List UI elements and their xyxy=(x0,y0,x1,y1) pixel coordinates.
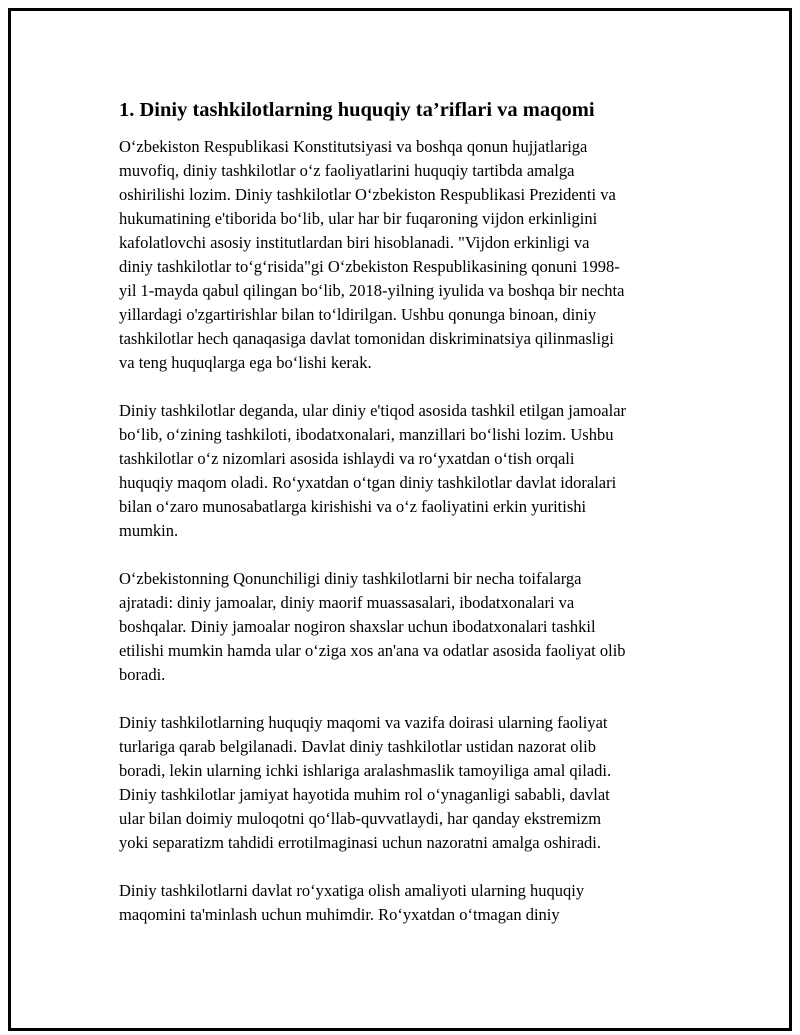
text-line: yil 1-mayda qabul qilingan bo‘lib, 2018-yilning iyulida va boshqa bir nechta xyxy=(119,281,625,300)
text-line: kafolatlovchi asosiy institutlardan biri hisoblanadi. "Vijdon erkinligi va xyxy=(119,233,590,252)
paragraph-3 xyxy=(119,567,703,687)
text-line: turlariga qarab belgilanadi. Davlat diniy tashkilotlar ustidan nazorat olib xyxy=(119,737,596,756)
text-line: ular bilan doimiy muloqotni qo‘llab-quvvatlaydi, har qanday ekstremizm xyxy=(119,809,602,828)
text-line: boshqalar. Diniy jamoalar nogiron shaxslar uchun ibodatxonalari tashkil xyxy=(119,617,596,636)
text-line: va teng huquqlarga ega bo‘lishi kerak. xyxy=(119,353,372,372)
text-line: Diniy tashkilotlar jamiyat hayotida muhim rol o‘ynaganligi sababli, davlat xyxy=(119,785,610,804)
page-frame xyxy=(8,8,792,1031)
text-line: Diniy tashkilotlar deganda, ular diniy e'tiqod asosida tashkil etilgan jamoalar xyxy=(119,401,627,420)
text-line: O‘zbekistonning Qonunchiligi diniy tashkilotlarni bir necha toifalarga xyxy=(119,569,582,588)
text-line: yoki separatizm tahdidi errotilmaginasi uchun nazoratni amalga oshiradi. xyxy=(119,833,602,852)
text-line: hukumatining e'tiborida bo‘lib, ular har bir fuqaroning vijdon erkinligini xyxy=(119,209,598,228)
text-line: boradi, lekin ularning ichki ishlariga aralashmaslik tamoyiliga amal qiladi. xyxy=(119,761,612,780)
text-line: mumkin. xyxy=(119,521,179,540)
text-line: Diniy tashkilotlarning huquqiy maqomi va vazifa doirasi ularning faoliyat xyxy=(119,713,608,732)
text-line: etilishi mumkin hamda ular o‘ziga xos an'ana va odatlar asosida faoliyat olib xyxy=(119,641,626,660)
text-line: tashkilotlar hech qanaqasiga davlat tomonidan diskriminatsiya qilinmasligi xyxy=(119,329,614,348)
text-line: bo‘lib, o‘zining tashkiloti, ibodatxonalari, manzillari bo‘lishi lozim. Ushbu xyxy=(119,425,614,444)
paragraph-5 xyxy=(119,879,703,927)
document-body xyxy=(119,95,703,951)
text-line: yillardagi o'zgartirishlar bilan to‘ldirilgan. Ushbu qonunga binoan, diniy xyxy=(119,305,597,324)
paragraph-2 xyxy=(119,399,703,543)
text-line: oshirilishi lozim. Diniy tashkilotlar O‘zbekiston Respublikasi Prezidenti va xyxy=(119,185,616,204)
text-line: boradi. xyxy=(119,665,166,684)
text-line: bilan o‘zaro munosabatlarga kirishishi va o‘z faoliyatini erkin yuritishi xyxy=(119,497,587,516)
text-line: muvofiq, diniy tashkilotlar o‘z faoliyatlarini huquqiy tartibda amalga xyxy=(119,161,575,180)
text-line: O‘zbekiston Respublikasi Konstitutsiyasi va boshqa qonun hujjatlariga xyxy=(119,137,588,156)
text-line: huquqiy maqom oladi. Ro‘yxatdan o‘tgan diniy tashkilotlar davlat idoralari xyxy=(119,473,617,492)
text-line: diniy tashkilotlar to‘g‘risida"gi O‘zbekiston Respublikasining qonuni 1998- xyxy=(119,257,620,276)
paragraph-4 xyxy=(119,711,703,855)
text-line: tashkilotlar o‘z nizomlari asosida ishlaydi va ro‘yxatdan o‘tish orqali xyxy=(119,449,575,468)
section-heading: 1. Diniy tashkilotlarning huquqiy ta’riflari va maqomi xyxy=(119,99,595,121)
text-line: maqomini ta'minlash uchun muhimdir. Ro‘yxatdan o‘tmagan diniy xyxy=(119,905,560,924)
text-line: Diniy tashkilotlarni davlat ro‘yxatiga olish amaliyoti ularning huquqiy xyxy=(119,881,585,900)
text-line: ajratadi: diniy jamoalar, diniy maorif muassasalari, ibodatxonalari va xyxy=(119,593,575,612)
paragraph-1 xyxy=(119,135,703,375)
